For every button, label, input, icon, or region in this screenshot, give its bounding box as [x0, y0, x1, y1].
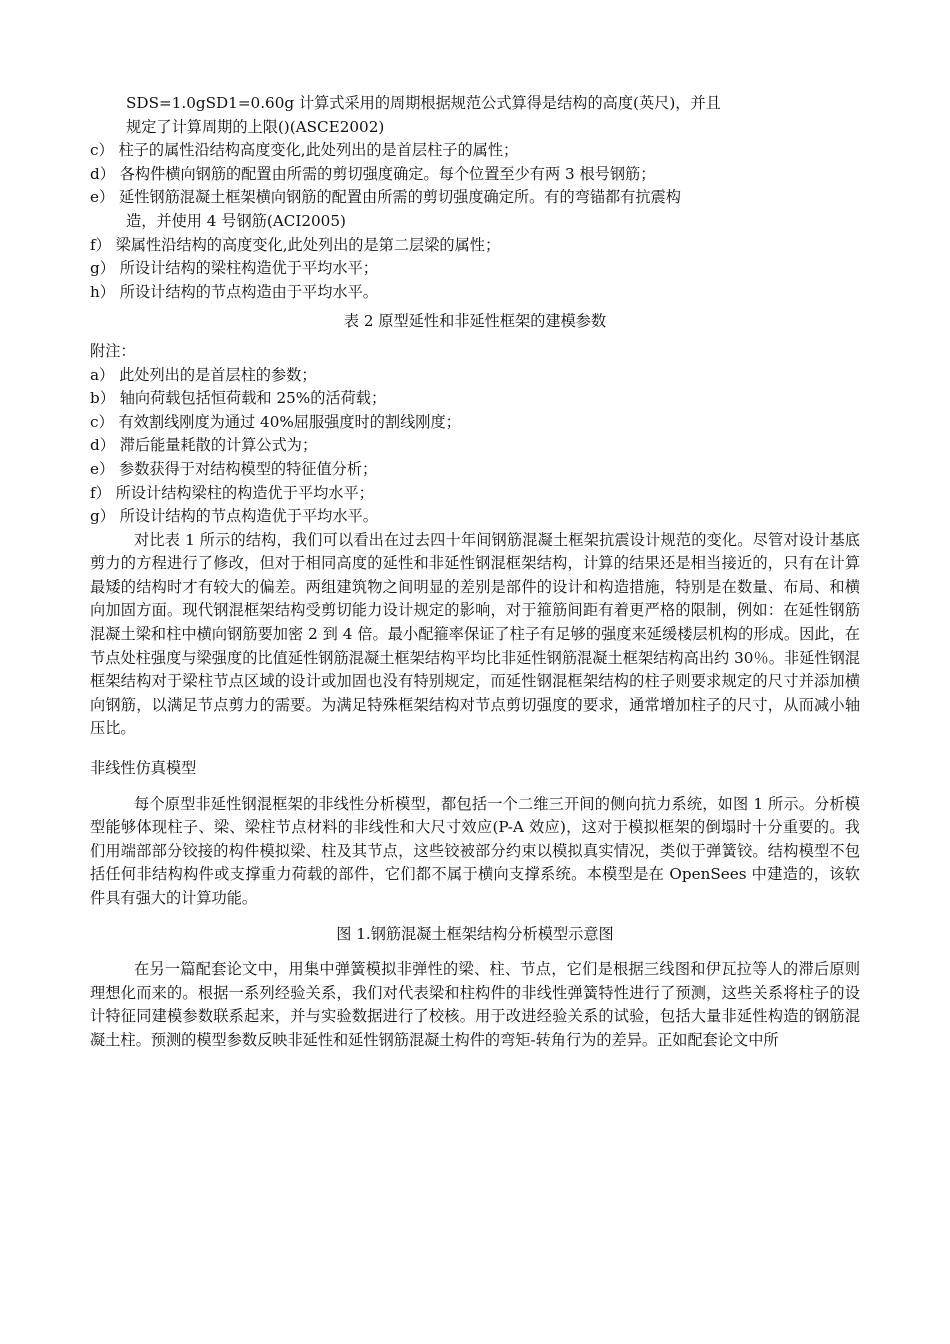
note2-item-c: c） 有效割线刚度为通过 40%屈服强度时的割线刚度； — [90, 412, 461, 431]
note-continuation-line: SDS=1.0gSD1=0.60g 计算式采用的周期根据规范公式算得是结构的高度(英尺)，并且 — [126, 94, 721, 112]
note-item-f: f） 梁属性沿结构的高度变化,此处列出的是第二层梁的属性； — [90, 235, 501, 254]
body-paragraph-1: 对比表 1 所示的结构，我们可以看出在过去四十年间钢筋混凝土框架抗震设计规范的变化。尽管对设计基底剪力的方程进行了修改，但对于相同高度的延性和非延性钢混框架结构，计算的结果还是相当接近的，只有在计算最矮的结构时才有较大的偏差。两组建筑物之间明显的差别是部件的设计和构造措施，特别是在数量、布局、和横向加固方面。现代钢混框架结构受剪切能力设计规定的影响，对于箍筋间距有着更严格的限制，例如：在延性钢筋混凝土梁和柱中横向钢筋要加密 2 到 4 倍。最小配箍率保证了柱子有足够的强度来延缓楼层机构的形成。因此，在节点处柱强度与梁强度的比值延性钢筋混凝土框架结构平均比非延性钢筋混凝土框架结构高出约 30％。非延性钢混框架结构对于梁柱节点区域的设计或加固也没有特别规定，而延性钢混框架结构的柱子则要求规定的尺寸并添加横向钢筋，以满足节点剪力的需要。为满足特殊框架结构对节点剪切强度的要求，通常增加柱子的尺寸，从而减小轴压比。 — [90, 530, 860, 738]
note2-item-e: e） 参数获得于对结构模型的特征值分析； — [90, 459, 378, 478]
notes-table-2 — [90, 340, 860, 529]
body-paragraph-2: 每个原型非延性钢混框架的非线性分析模型，都包括一个二维三开间的侧向抗力系统，如图 1 所示。分析模型能够体现柱子、梁、梁柱节点材料的非线性和大尺寸效应(P-A 效应)，这对于模拟框架的倒塌时十分重要的。我们用端部部分铰接的构件模拟梁、柱及其节点，这些铰被部分约束以模拟真实情况，类似于弹簧铰。结构模型不包括任何非结构构件或支撑重力荷载的部件，它们都不属于横向支撑系统。本模型是在 OpenSees 中建造的，该软件具有强大的计算功能。 — [90, 794, 860, 907]
note-item-e: e） 延性钢筋混凝土框架横向钢筋的配置由所需的剪切强度确定所。有的弯锚都有抗震构 — [90, 188, 681, 207]
note-item-g: g） 所设计结构的梁柱构造优于平均水平； — [90, 259, 378, 278]
body-paragraph-3: 在另一篇配套论文中，用集中弹簧模拟非弹性的梁、柱、节点，它们是根据三线图和伊瓦拉等人的滞后原则理想化而来的。根据一系列经验关系，我们对代表梁和柱构件的非线性弹簧特性进行了预测，这些关系将柱子的设计特征同建模参数联系起来，并与实验数据进行了校核。用于改进经验关系的试验，包括大量非延性构造的钢筋混凝土柱。预测的模型参数反映非延性和延性钢筋混凝土构件的弯矩-转角行为的差异。正如配套论文中所 — [90, 960, 860, 1049]
note-continuation-line: 规定了计算周期的上限()(ASCE2002) — [126, 117, 385, 136]
note2-item-f: f） 所设计结构梁柱的构造优于平均水平； — [90, 483, 374, 502]
section-heading: 非线性仿真模型 — [90, 759, 197, 778]
note2-item-d: d） 滞后能量耗散的计算公式为； — [90, 436, 318, 455]
table-2-caption: 表 2 原型延性和非延性框架的建模参数 — [343, 312, 607, 331]
note2-item-b: b） 轴向荷载包括恒荷载和 25%的活荷载； — [90, 389, 387, 408]
note-item-h: h） 所设计结构的节点构造由于平均水平。 — [90, 282, 378, 301]
document-page — [90, 92, 860, 1053]
note-item-d: d） 各构件横向钢筋的配置由所需的剪切强度确定。每个位置至少有两 3 根号钢筋； — [90, 164, 656, 183]
figure-1-caption: 图 1.钢筋混凝土框架结构分析模型示意图 — [336, 924, 614, 943]
notes-title: 附注： — [90, 341, 136, 360]
note2-item-a: a） 此处列出的是首层柱的参数； — [90, 365, 317, 384]
note-item-c: c） 柱子的属性沿结构高度变化,此处列出的是首层柱子的属性； — [90, 141, 519, 160]
note-item-e-cont: 造，并使用 4 号钢筋(ACI2005) — [126, 211, 346, 230]
notes-top — [90, 92, 860, 304]
note2-item-g: g） 所设计结构的节点构造优于平均水平。 — [90, 507, 378, 526]
